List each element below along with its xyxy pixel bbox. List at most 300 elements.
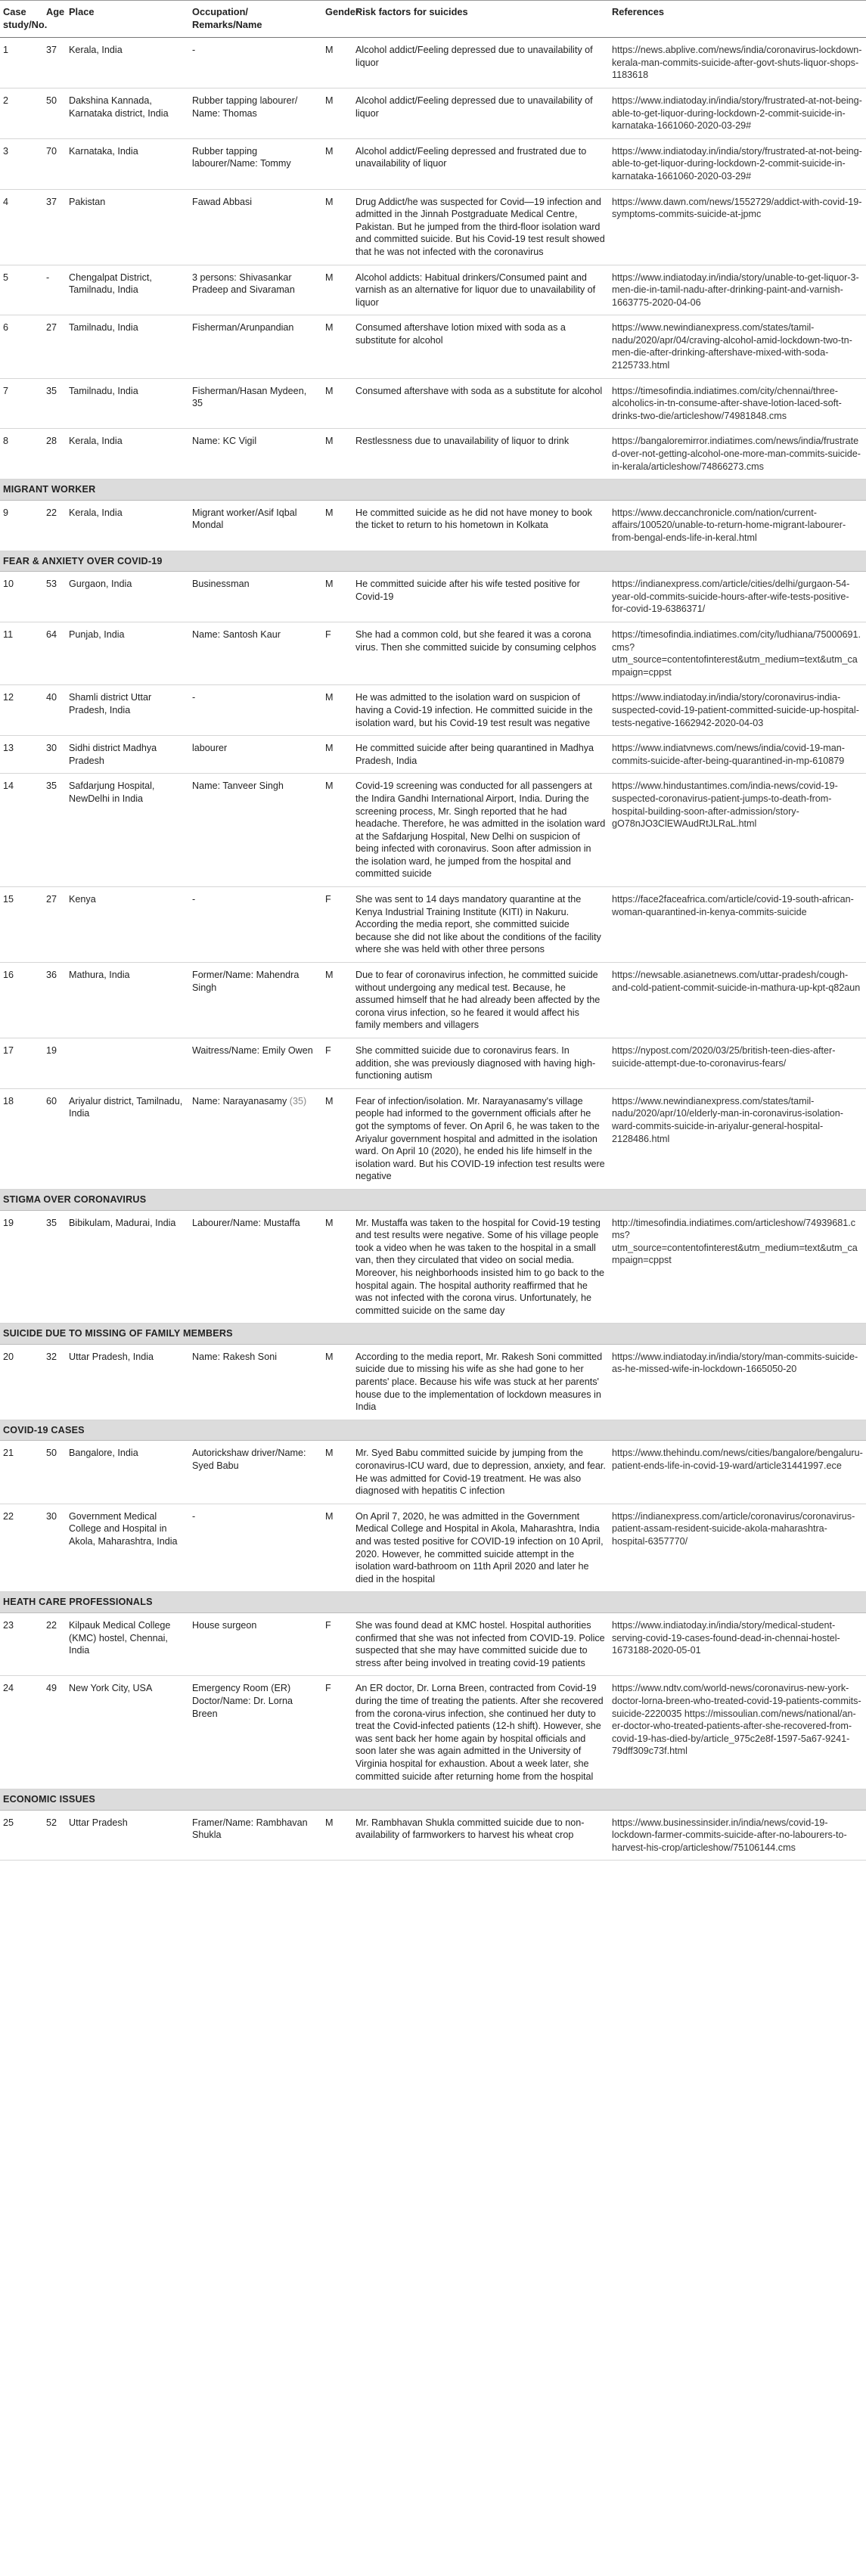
case-number-text: 11	[3, 628, 14, 640]
gender-cell	[322, 963, 352, 1038]
reference-text[interactable]: https://face2faceafrica.com/article/covid-19-south-african-woman-quarantined-in-kenya-commits-suicide	[612, 894, 854, 917]
reference-cell	[609, 1810, 866, 1861]
age-cell	[43, 1038, 66, 1089]
occupation-cell	[189, 38, 322, 88]
section-header-row	[0, 1789, 866, 1811]
case-number-cell	[0, 138, 43, 189]
occupation-cell	[189, 1038, 322, 1089]
age-text: 35	[46, 781, 57, 792]
place-cell	[66, 1441, 189, 1504]
reference-text[interactable]: https://www.indiatoday.in/india/story/man-commits-suicide-as-he-missed-wife-in-lockdown-1665050-20	[612, 1351, 858, 1375]
occupation-cell	[189, 1441, 322, 1504]
reference-cell	[609, 887, 866, 963]
gender-cell	[322, 1210, 352, 1324]
case-number-text: 3	[3, 145, 9, 157]
reference-cell	[609, 736, 866, 774]
place-text: Mathura, India	[69, 970, 130, 981]
age-cell	[43, 774, 66, 887]
occupation-cell	[189, 189, 322, 265]
gender-text: M	[325, 95, 334, 106]
reference-text[interactable]: https://www.dawn.com/news/1552729/addict-with-covid-19-symptoms-commits-suicide-at-jpmc	[612, 196, 862, 220]
risk-factors-cell	[352, 685, 609, 736]
place-cell	[66, 265, 189, 315]
place-cell	[66, 138, 189, 189]
section-title: HEATH CARE PROFESSIONALS	[0, 1592, 866, 1613]
reference-cell	[609, 38, 866, 88]
case-number-cell	[0, 622, 43, 684]
gender-text: M	[325, 196, 334, 207]
case-number-cell	[0, 1441, 43, 1504]
reference-cell	[609, 1441, 866, 1504]
risk-factors-cell	[352, 315, 609, 378]
age-text: 64	[46, 628, 57, 640]
place-cell	[66, 622, 189, 684]
age-cell	[43, 736, 66, 774]
age-text: 27	[46, 322, 57, 334]
reference-text[interactable]: https://news.abplive.com/news/india/coronavirus-lockdown-kerala-man-commits-suicide-after-govt-shuts-liquor-shops-1183618	[612, 45, 862, 81]
occupation-cell	[189, 315, 322, 378]
place-cell	[66, 378, 189, 429]
case-number-text: 9	[3, 507, 9, 518]
case-number-text: 1	[3, 45, 9, 56]
risk-factors-text: She committed suicide due to coronavirus fears. In addition, she was previously diagnosed with having high-functioning autism	[355, 1045, 596, 1082]
place-text: Uttar Pradesh	[69, 1817, 128, 1828]
age-text: 27	[46, 894, 57, 905]
section-title: MIGRANT WORKER	[0, 480, 866, 501]
place-cell	[66, 1210, 189, 1324]
age-cell	[43, 315, 66, 378]
gender-text: M	[325, 970, 334, 981]
case-number-text: 8	[3, 436, 9, 447]
risk-factors-cell	[352, 1441, 609, 1504]
table-row	[0, 963, 866, 1038]
case-number-text: 2	[3, 95, 9, 106]
reference-text[interactable]: https://www.indiatvnews.com/news/india/covid-19-man-commits-suicide-after-being-quarantined-in-mp-610879	[612, 743, 845, 766]
place-cell	[66, 963, 189, 1038]
occupation-text: Waitress/Name: Emily Owen	[192, 1045, 313, 1056]
occupation-cell	[189, 88, 322, 138]
place-text: Government Medical College and Hospital in Akola, Maharashtra, India	[69, 1510, 178, 1547]
section-title: ECONOMIC ISSUES	[0, 1789, 866, 1811]
table-row	[0, 1504, 866, 1592]
case-number-text: 23	[3, 1619, 14, 1631]
gender-cell	[322, 315, 352, 378]
risk-factors-cell	[352, 138, 609, 189]
header-age: Age	[43, 1, 66, 38]
table-row	[0, 1810, 866, 1861]
table-body	[0, 38, 866, 1861]
occupation-cell	[189, 572, 322, 622]
case-number-text: 5	[3, 272, 9, 283]
age-cell	[43, 189, 66, 265]
case-number-text: 22	[3, 1510, 14, 1522]
place-text: Kenya	[69, 894, 96, 905]
risk-factors-text: Mr. Mustaffa was taken to the hospital for Covid-19 testing and test results were negative. Some of his village people took a video when he was taken to the hospital in a small van, then they circulated that video on social media. Moreover, his neighborhoods insisted him to go back to the hospital again. The hospital authority reaffirmed that he was not infected with the corona virus. Unfortunately, he committed suicide on the same day	[355, 1217, 605, 1316]
risk-factors-cell	[352, 774, 609, 887]
case-number-cell	[0, 1612, 43, 1675]
table-row	[0, 1344, 866, 1420]
table-row	[0, 622, 866, 684]
risk-factors-text: She had a common cold, but she feared it was a corona virus. Then she committed suicide by consuming celphos	[355, 628, 597, 653]
reference-text[interactable]: https://www.indiatoday.in/india/story/coronavirus-india-suspected-covid-19-patient-committed-suicide-up-hospital-tests-negative-1662942-2020-04-03	[612, 692, 859, 728]
age-cell	[43, 1210, 66, 1324]
place-text: Gurgaon, India	[69, 579, 132, 590]
place-text: Pakistan	[69, 196, 106, 207]
age-text: 40	[46, 692, 57, 703]
age-text: 35	[46, 385, 57, 396]
gender-cell	[322, 774, 352, 887]
place-cell	[66, 1088, 189, 1189]
place-text: Kilpauk Medical College (KMC) hostel, Chennai, India	[69, 1619, 171, 1656]
gender-text: F	[325, 1683, 331, 1694]
gender-text: F	[325, 628, 331, 640]
reference-text[interactable]: https://timesofindia.indiatimes.com/city/chennai/three-alcoholics-in-tn-consume-after-shave-lotion-laced-soft-drinks-two-die/articleshow/74981848.cms	[612, 385, 842, 421]
table-row	[0, 265, 866, 315]
reference-text[interactable]: https://www.indiatoday.in/india/story/frustrated-at-not-being-able-to-get-liquor-during-lockdown-2-commit-suicide-in-karnataka-1661060-2020-03-29#	[612, 145, 862, 182]
reference-text[interactable]: https://www.newindianexpress.com/states/tamil-nadu/2020/apr/10/elderly-man-in-coronavirus-isolation-ward-commits-suicide-in-ariyalur-general-hospital-2128486.html	[612, 1095, 843, 1144]
age-text: 22	[46, 507, 57, 518]
header-row	[0, 1, 866, 38]
reference-text[interactable]: https://www.hindustantimes.com/india-news/covid-19-suspected-coronavirus-patient-jumps-to-death-from-hospital-building-soon-after-admission/story-gO78nJO3ClEWAudRtJLRaL.html	[612, 781, 838, 830]
occupation-cell	[189, 1810, 322, 1861]
gender-cell	[322, 572, 352, 622]
risk-factors-text: Drug Addict/he was suspected for Covid—19 infection and admitted in the Jinnah Postgraduate Medical Centre, Pakistan. But he jumped from the third-floor isolation ward and committed suicide. But his Covid-19 test result showed that he was not infected with the coronavirus	[355, 196, 605, 257]
reference-text[interactable]: http://timesofindia.indiatimes.com/articleshow/74939681.cms?utm_source=contentofinterest&utm_medium=text&utm_campaign=cppst	[612, 1217, 858, 1266]
reference-cell	[609, 88, 866, 138]
place-cell	[66, 774, 189, 887]
risk-factors-cell	[352, 1038, 609, 1089]
gender-text: F	[325, 1619, 331, 1631]
table-row	[0, 315, 866, 378]
gender-cell	[322, 138, 352, 189]
case-number-text: 15	[3, 894, 14, 905]
age-cell	[43, 1344, 66, 1420]
age-cell	[43, 88, 66, 138]
risk-factors-cell	[352, 500, 609, 551]
age-text: 30	[46, 1510, 57, 1522]
occupation-text: labourer	[192, 743, 228, 754]
reference-text[interactable]: https://www.deccanchronicle.com/nation/current-affairs/100520/unable-to-return-home-migrant-labourer-from-bengal-ends-life-in-keral.html	[612, 507, 846, 543]
case-number-cell	[0, 38, 43, 88]
age-text: 52	[46, 1817, 57, 1828]
risk-factors-text: According to the media report, Mr. Rakesh Soni committed suicide due to missing his wife as she had gone to her parents' place. Because his wife was stuck at her parents' house due to the implementation of lockdown measures in India	[355, 1351, 603, 1413]
case-number-text: 7	[3, 385, 9, 396]
place-text: Tamilnadu, India	[69, 322, 138, 334]
risk-factors-cell	[352, 1344, 609, 1420]
occupation-cell	[189, 774, 322, 887]
reference-text[interactable]: https://www.indiatoday.in/india/story/medical-student-serving-covid-19-cases-found-dead-in-chennai-hostel-1673188-2020-05-01	[612, 1619, 840, 1656]
reference-text[interactable]: https://www.indiatoday.in/india/story/unable-to-get-liquor-3-men-die-in-tamil-nadu-after-drinking-paint-and-varnish-1663775-2020-04-06	[612, 272, 859, 308]
risk-factors-text: He committed suicide after his wife tested positive for Covid-19	[355, 579, 580, 602]
case-number-cell	[0, 774, 43, 887]
risk-factors-text: She was sent to 14 days mandatory quarantine at the Kenya Industrial Training Institute (KITI) in Nakuru. According the media report, she committed suicide because she did not like about the conditions of the facility where she was held with other three persons	[355, 894, 601, 955]
place-text: Kerala, India	[69, 507, 123, 518]
occupation-cell	[189, 1504, 322, 1592]
table-row	[0, 774, 866, 887]
section-header-row	[0, 1189, 866, 1210]
case-number-text: 6	[3, 322, 9, 334]
occupation-text: Framer/Name: Rambhavan Shukla	[192, 1817, 308, 1841]
reference-cell	[609, 378, 866, 429]
gender-text: M	[325, 436, 334, 447]
age-cell	[43, 38, 66, 88]
occupation-cell	[189, 265, 322, 315]
case-number-cell	[0, 1088, 43, 1189]
case-number-cell	[0, 1038, 43, 1089]
occupation-cell	[189, 429, 322, 480]
place-cell	[66, 1676, 189, 1789]
age-cell	[43, 1676, 66, 1789]
occupation-cell	[189, 622, 322, 684]
reference-text[interactable]: https://timesofindia.indiatimes.com/city/ludhiana/75000691.cms?utm_source=contentofinterest&utm_medium=text&utm_campaign=cppst	[612, 628, 861, 678]
gender-text: M	[325, 743, 334, 754]
place-cell	[66, 429, 189, 480]
gender-text: F	[325, 1045, 331, 1056]
reference-cell	[609, 265, 866, 315]
table-row	[0, 138, 866, 189]
gender-text: M	[325, 1351, 334, 1362]
case-number-cell	[0, 315, 43, 378]
table-row	[0, 887, 866, 963]
gender-text: M	[325, 579, 334, 590]
table-header	[0, 1, 866, 38]
table-row	[0, 685, 866, 736]
section-header-row	[0, 480, 866, 501]
occupation-cell	[189, 500, 322, 551]
risk-factors-text: Due to fear of coronavirus infection, he committed suicide without undergoing any medical test. Because, he assumed himself that he had already been affected by the corona virus infection, so he feared it would affect his family members and villagers	[355, 970, 601, 1031]
risk-factors-text: She was found dead at KMC hostel. Hospital authorities confirmed that she was not infected from COVID-19. Police suspected that she may have committed suicide due to stress after being involved in treating covid-19 patients	[355, 1619, 605, 1668]
case-number-text: 12	[3, 692, 14, 703]
risk-factors-cell	[352, 1210, 609, 1324]
place-text: Karnataka, India	[69, 145, 138, 157]
occupation-text: -	[192, 1510, 196, 1522]
reference-cell	[609, 1344, 866, 1420]
reference-cell	[609, 315, 866, 378]
reference-text[interactable]: https://www.thehindu.com/news/cities/bangalore/bengaluru-patient-ends-life-in-covid-19-ward/article31441997.ece	[612, 1448, 863, 1472]
case-number-cell	[0, 88, 43, 138]
occupation-cell	[189, 1676, 322, 1789]
case-number-text: 10	[3, 579, 14, 590]
gender-cell	[322, 1441, 352, 1504]
gender-text: M	[325, 45, 334, 56]
occupation-cell	[189, 963, 322, 1038]
reference-text[interactable]: https://www.ndtv.com/world-news/coronavirus-new-york-doctor-lorna-breen-who-treated-covid-19-patients-commits-suicide-2220035 https://missoulian.com/news/national/an-er-doctor-who-treated-patients-after-she-recovered-from-covid-19-has-died-by/article_975c2e8f-1597-5a67-9241-79dff309c73f.html	[612, 1683, 861, 1757]
gender-text: M	[325, 1448, 334, 1459]
risk-factors-cell	[352, 189, 609, 265]
occupation-text: -	[192, 894, 196, 905]
risk-factors-text: Consumed aftershave with soda as a substitute for alcohol	[355, 385, 603, 396]
place-text: Kerala, India	[69, 436, 123, 447]
gender-text: M	[325, 1095, 334, 1106]
gender-cell	[322, 500, 352, 551]
occupation-cell	[189, 887, 322, 963]
table-row	[0, 378, 866, 429]
case-number-text: 19	[3, 1217, 14, 1228]
case-number-text: 16	[3, 970, 14, 981]
header-occupation: Occupation/ Remarks/Name	[189, 1, 322, 38]
place-text: Punjab, India	[69, 628, 125, 640]
gender-text: M	[325, 1817, 334, 1828]
place-text: Shamli district Uttar Pradesh, India	[69, 692, 152, 715]
age-cell	[43, 429, 66, 480]
place-text: Chengalpat District, Tamilnadu, India	[69, 272, 152, 296]
occupation-text: Autorickshaw driver/Name: Syed Babu	[192, 1448, 306, 1472]
table-row	[0, 1210, 866, 1324]
risk-factors-text: Consumed aftershave lotion mixed with soda as a substitute for alcohol	[355, 322, 566, 346]
risk-factors-text: Restlessness due to unavailability of liquor to drink	[355, 436, 570, 447]
gender-text: M	[325, 1217, 334, 1228]
reference-text[interactable]: https://newsable.asianetnews.com/uttar-pradesh/cough-and-cold-patient-commit-suicide-in-mathura-up-kpt-q82aun	[612, 970, 861, 993]
place-cell	[66, 685, 189, 736]
case-number-cell	[0, 1504, 43, 1592]
risk-factors-cell	[352, 378, 609, 429]
reference-text[interactable]: https://www.newindianexpress.com/states/tamil-nadu/2020/apr/04/craving-alcohol-amid-lockdown-two-tn-men-die-after-drinking-aftershave-mixed-with-soda-2125733.html	[612, 322, 852, 371]
occupation-text: Rubber tapping labourer/Name: Tommy	[192, 145, 291, 169]
occupation-text: 3 persons: Shivasankar Pradeep and Sivaraman	[192, 272, 295, 296]
reference-text[interactable]: https://www.indiatoday.in/india/story/frustrated-at-not-being-able-to-get-liquor-during-lockdown-2-commit-suicide-in-karnataka-1661060-2020-03-29#	[612, 95, 862, 132]
place-text: Tamilnadu, India	[69, 385, 138, 396]
risk-factors-text: Mr. Rambhavan Shukla committed suicide due to non-availability of farmworkers to harvest his wheat crop	[355, 1817, 585, 1841]
occupation-note: (35)	[289, 1095, 307, 1106]
occupation-text: Name: Tanveer Singh	[192, 781, 284, 792]
section-header-row	[0, 1420, 866, 1441]
age-text: -	[46, 272, 50, 283]
risk-factors-cell	[352, 1676, 609, 1789]
case-number-text: 18	[3, 1095, 14, 1106]
section-title: SUICIDE DUE TO MISSING OF FAMILY MEMBERS	[0, 1324, 866, 1345]
reference-text[interactable]: https://indianexpress.com/article/cities/delhi/gurgaon-54-year-old-commits-suicide-hours-after-wife-tests-positive-for-covid-19-6386371/	[612, 579, 850, 615]
case-number-cell	[0, 429, 43, 480]
table-row	[0, 88, 866, 138]
gender-cell	[322, 685, 352, 736]
age-text: 37	[46, 196, 57, 207]
section-title: STIGMA OVER CORONAVIRUS	[0, 1189, 866, 1210]
gender-cell	[322, 1088, 352, 1189]
case-number-cell	[0, 1676, 43, 1789]
case-number-text: 14	[3, 781, 14, 792]
risk-factors-cell	[352, 88, 609, 138]
reference-cell	[609, 1504, 866, 1592]
case-number-cell	[0, 736, 43, 774]
reference-cell	[609, 138, 866, 189]
reference-text[interactable]: https://bangaloremirror.indiatimes.com/news/india/frustrated-over-not-getting-alcohol-one-more-man-commits-suicide-in-kerala/articleshow/74866273.cms	[612, 436, 861, 472]
case-number-cell	[0, 572, 43, 622]
place-cell	[66, 1612, 189, 1675]
place-text: Dakshina Kannada, Karnataka district, India	[69, 95, 169, 119]
table-row	[0, 500, 866, 551]
reference-text[interactable]: https://www.businessinsider.in/india/news/covid-19-lockdown-farmer-commits-suicide-after-no-labourers-to-harvest-his-crop/articleshow/75106144.cms	[612, 1817, 847, 1853]
risk-factors-text: On April 7, 2020, he was admitted in the Government Medical College and Hospital in Akola, Maharashtra, India and was tested positive for COVID-19 infection on 10 April, 2020. However, he committed suicide attempt in the isolation ward-bathroom on 11th April 2020 and later he died in the hospital	[355, 1510, 604, 1584]
gender-cell	[322, 38, 352, 88]
risk-factors-cell	[352, 1810, 609, 1861]
case-number-cell	[0, 378, 43, 429]
place-cell	[66, 189, 189, 265]
place-text: Bangalore, India	[69, 1448, 138, 1459]
place-cell	[66, 1344, 189, 1420]
occupation-text: Name: Santosh Kaur	[192, 628, 281, 640]
occupation-text: Businessman	[192, 579, 250, 590]
section-header-row	[0, 551, 866, 572]
header-references: References	[609, 1, 866, 38]
age-cell	[43, 1612, 66, 1675]
table-row	[0, 1676, 866, 1789]
section-title: COVID-19 CASES	[0, 1420, 866, 1441]
risk-factors-text: Mr. Syed Babu committed suicide by jumping from the coronavirus-ICU ward, due to depression, anxiety, and fear. He was admitted for Covid-19 treatment. He was also diagnosed with hepatitis C infection	[355, 1448, 606, 1497]
section-title: FEAR & ANXIETY OVER COVID-19	[0, 551, 866, 572]
reference-cell	[609, 1038, 866, 1089]
reference-cell	[609, 1088, 866, 1189]
table-row	[0, 38, 866, 88]
age-cell	[43, 138, 66, 189]
occupation-text: Labourer/Name: Mustaffa	[192, 1217, 300, 1228]
risk-factors-text: An ER doctor, Dr. Lorna Breen, contracted from Covid-19 during the time of treating the patients. After she recovered from the corona-virus infection, she continued her duty to treat the Covid-infected patients (12-h shift). However, she was sent back her home again by hospital officials and soon later she was again admitted in the University of Virginia hospital for exhaustion. About a week later, she committed suicide after returning home from the hospital	[355, 1683, 604, 1782]
age-text: 49	[46, 1683, 57, 1694]
occupation-text: Former/Name: Mahendra Singh	[192, 970, 300, 993]
risk-factors-text: Covid-19 screening was conducted for all passengers at the Indira Gandhi International Airport, India. During the screening process, Mr. Singh reported that he had headache. Therefore, he was admitted in the isolation ward at the Safdarjung Hospital, New Delhi on suspicion of being infected with coronavirus. Soon after admission in the isolation ward, he jumped from the hospital and committed suicide	[355, 781, 606, 880]
case-number-text: 13	[3, 743, 14, 754]
gender-cell	[322, 378, 352, 429]
table-row	[0, 1088, 866, 1189]
reference-cell	[609, 774, 866, 887]
place-text: Safdarjung Hospital, NewDelhi in India	[69, 781, 155, 804]
risk-factors-cell	[352, 38, 609, 88]
age-text: 53	[46, 579, 57, 590]
table-row	[0, 572, 866, 622]
case-number-text: 21	[3, 1448, 14, 1459]
gender-text: M	[325, 692, 334, 703]
occupation-text: -	[192, 45, 196, 56]
gender-text: M	[325, 385, 334, 396]
risk-factors-cell	[352, 265, 609, 315]
gender-text: F	[325, 894, 331, 905]
reference-cell	[609, 1612, 866, 1675]
reference-cell	[609, 963, 866, 1038]
risk-factors-text: Alcohol addict/Feeling depressed and frustrated due to unavailability of liquor	[355, 145, 587, 169]
gender-text: M	[325, 145, 334, 157]
place-cell	[66, 315, 189, 378]
place-cell	[66, 500, 189, 551]
gender-text: M	[325, 1510, 334, 1522]
occupation-text: Rubber tapping labourer/ Name: Thomas	[192, 95, 298, 119]
table-row	[0, 1038, 866, 1089]
age-cell	[43, 1088, 66, 1189]
reference-cell	[609, 189, 866, 265]
reference-cell	[609, 1210, 866, 1324]
age-text: 32	[46, 1351, 57, 1362]
case-number-text: 4	[3, 196, 9, 207]
reference-text[interactable]: https://indianexpress.com/article/coronavirus/coronavirus-patient-assam-resident-suicide-akola-maharashtra-hospital-6357770/	[612, 1510, 855, 1547]
occupation-cell	[189, 1210, 322, 1324]
age-cell	[43, 963, 66, 1038]
age-text: 22	[46, 1619, 57, 1631]
place-cell	[66, 88, 189, 138]
age-text: 50	[46, 1448, 57, 1459]
risk-factors-cell	[352, 736, 609, 774]
header-place: Place	[66, 1, 189, 38]
risk-factors-cell	[352, 429, 609, 480]
risk-factors-text: He committed suicide after being quarantined in Madhya Pradesh, India	[355, 743, 594, 766]
occupation-cell	[189, 378, 322, 429]
gender-cell	[322, 88, 352, 138]
occupation-text: Fisherman/Arunpandian	[192, 322, 294, 334]
gender-cell	[322, 189, 352, 265]
risk-factors-cell	[352, 963, 609, 1038]
reference-text[interactable]: https://nypost.com/2020/03/25/british-teen-dies-after-suicide-attempt-due-to-coronavirus-fears/	[612, 1045, 836, 1069]
gender-text: M	[325, 781, 334, 792]
age-cell	[43, 572, 66, 622]
case-number-cell	[0, 265, 43, 315]
gender-text: M	[325, 507, 334, 518]
